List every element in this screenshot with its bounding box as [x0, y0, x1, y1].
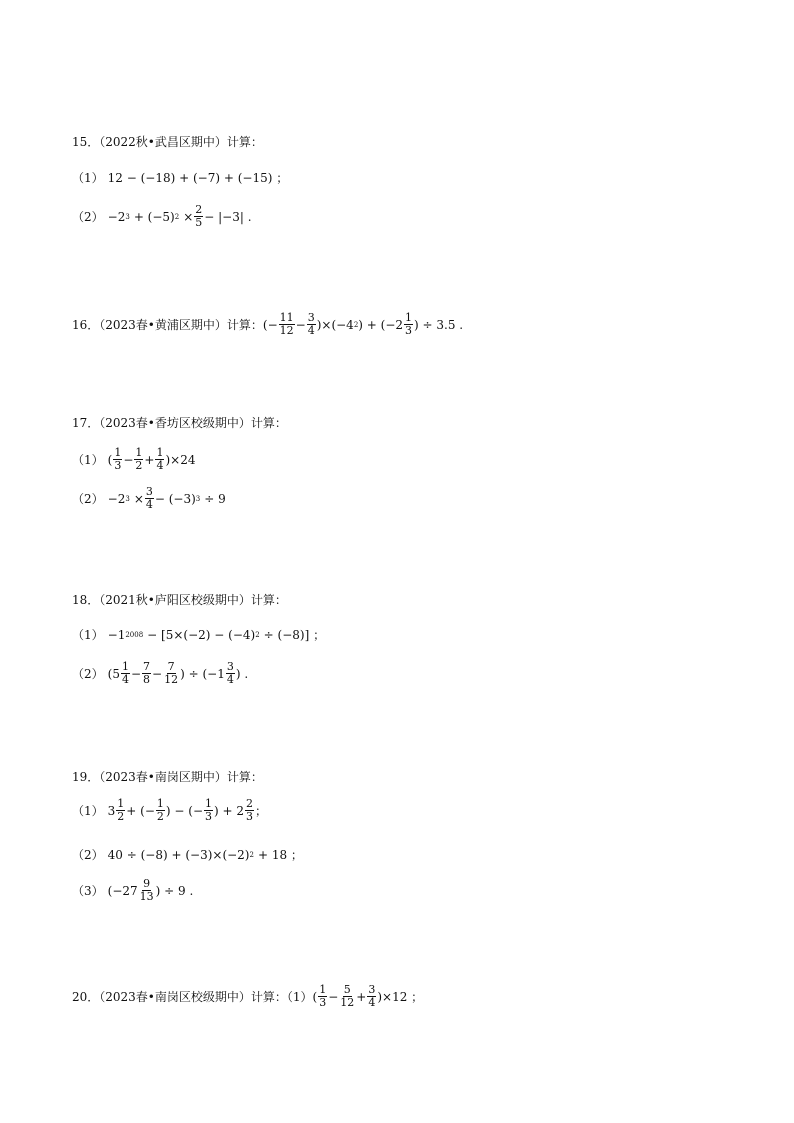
problem-19-title-text: 19．（2023春•南岗区期中）计算：	[72, 770, 263, 784]
fraction	[155, 447, 164, 472]
denominator: 12	[164, 673, 179, 686]
operator: ×	[133, 491, 144, 506]
expression: + 18 ；	[257, 848, 303, 862]
operator: −	[123, 452, 134, 467]
operator: −	[328, 989, 339, 1004]
numerator: 1	[121, 660, 129, 673]
fraction	[163, 661, 179, 686]
numerator: 3	[307, 311, 315, 324]
problem-19-part-1	[72, 798, 267, 823]
term: ÷ 9	[204, 491, 226, 506]
denominator: 3	[246, 810, 253, 823]
exponent: 3	[125, 494, 130, 503]
denominator: 12	[279, 324, 294, 337]
operator: −	[130, 666, 142, 681]
denominator: 3	[114, 459, 122, 472]
problem-20	[72, 984, 423, 1009]
numerator: 3	[145, 485, 153, 498]
numerator: 9	[143, 877, 151, 890]
term: −2	[107, 491, 126, 506]
exponent: 2	[353, 320, 359, 329]
denominator: 2	[156, 810, 164, 823]
fraction	[318, 984, 327, 1009]
denominator: 4	[368, 996, 376, 1009]
expression: 12 − (−18) + (−7) + (−15) ；	[107, 171, 289, 185]
term: ；	[255, 804, 268, 818]
problem-19-part-2	[72, 846, 303, 863]
term: −1	[107, 627, 126, 642]
numerator: 7	[167, 660, 175, 673]
fraction	[121, 661, 130, 686]
numerator: 2	[195, 203, 203, 216]
operator: −	[295, 317, 306, 332]
denominator: 8	[143, 673, 151, 686]
problem-17-title-text: 17．（2023春•香坊区校级期中）计算：	[72, 416, 287, 430]
fraction	[226, 661, 235, 686]
term: (	[312, 989, 318, 1004]
part-label: （3）	[72, 884, 104, 898]
fraction	[279, 312, 295, 337]
denominator: 2	[135, 459, 143, 472]
part-label: （2）	[72, 848, 104, 862]
numerator: 1	[205, 797, 212, 810]
numerator: 1	[156, 797, 164, 810]
exponent: 2	[255, 630, 260, 639]
fraction	[134, 447, 143, 472]
term: − (−3)	[154, 491, 196, 506]
term: (−	[262, 317, 278, 332]
term: )×24	[165, 452, 196, 467]
term: ) − (−	[165, 803, 203, 818]
problem-15-title	[72, 133, 263, 150]
problem-19-part-3	[72, 878, 193, 903]
problem-16-title-text: 16．（2023春•黄浦区期中）计算：	[72, 318, 263, 332]
term: − [5×(−2) − (−4)	[147, 627, 256, 642]
denominator: 4	[145, 498, 153, 511]
numerator: 5	[343, 983, 351, 996]
term: (5	[107, 666, 120, 681]
denominator: 4	[121, 673, 129, 686]
term: 3	[107, 803, 116, 818]
expression: 40 ÷ (−8) + (−3)×(−2)	[107, 847, 250, 862]
problem-18-title	[72, 591, 287, 608]
operator: ×	[183, 209, 194, 224]
fraction	[116, 798, 125, 823]
denominator: 3	[405, 324, 413, 337]
exponent: 2	[174, 212, 180, 221]
term: )×12 ；	[377, 990, 424, 1004]
exponent: 3	[125, 212, 130, 221]
fraction	[145, 486, 154, 511]
denominator: 4	[156, 459, 164, 472]
part-label: （1）	[72, 453, 104, 467]
denominator: 5	[195, 216, 203, 229]
part-label: （2）	[72, 210, 104, 224]
numerator: 1	[117, 797, 125, 810]
term: ) ÷ 3.5 .	[414, 317, 464, 332]
exponent: 2	[249, 850, 254, 859]
denominator: 3	[205, 810, 212, 823]
denominator: 4	[226, 673, 234, 686]
part-label: （2）	[72, 667, 104, 681]
denominator: 13	[139, 890, 154, 903]
numerator: 1	[156, 446, 164, 459]
fraction	[404, 312, 413, 337]
operator: +	[144, 452, 155, 467]
numerator: 7	[143, 660, 151, 673]
fraction	[307, 312, 316, 337]
problem-15-title-text: 15．（2022秋•武昌区期中）计算：	[72, 135, 263, 149]
term: ) + (−2	[358, 317, 404, 332]
fraction	[367, 984, 376, 1009]
problem-17-part-2	[72, 486, 226, 511]
problem-15-part-2	[72, 204, 252, 229]
fraction	[194, 204, 203, 229]
term: ) + 2	[214, 803, 244, 818]
operator: −	[152, 666, 163, 681]
numerator: 3	[368, 983, 376, 996]
fraction	[245, 798, 254, 823]
denominator: 12	[340, 996, 355, 1009]
term: ) .	[235, 666, 249, 681]
fraction	[204, 798, 213, 823]
term: (−27	[107, 883, 138, 898]
fraction	[156, 798, 165, 823]
denominator: 4	[307, 324, 315, 337]
term: (	[107, 452, 113, 467]
term: ) ÷ 9 .	[155, 883, 194, 898]
problem-18-title-text: 18．（2021秋•庐阳区校级期中）计算：	[72, 593, 287, 607]
fraction	[113, 447, 122, 472]
term: −2	[107, 209, 126, 224]
numerator: 11	[279, 311, 294, 324]
numerator: 1	[319, 983, 327, 996]
problem-16	[72, 312, 463, 337]
exponent: 2008	[125, 630, 144, 639]
fraction	[142, 661, 151, 686]
fraction	[139, 878, 155, 903]
problem-15-part-1	[72, 169, 288, 186]
numerator: 1	[135, 446, 143, 459]
problem-20-title-text: 20．（2023春•南岗区校级期中）计算：（1）	[72, 990, 313, 1004]
part-label: （1）	[72, 804, 104, 818]
part-label: （1）	[72, 171, 104, 185]
numerator: 2	[246, 797, 253, 810]
problem-17-title	[72, 414, 287, 431]
exponent: 3	[195, 494, 201, 503]
term: )×(−4	[316, 317, 354, 332]
part-label: （2）	[72, 492, 104, 506]
term: ) ÷ (−1	[180, 666, 225, 681]
term: + (−	[126, 803, 155, 818]
term: + (−5)	[133, 209, 175, 224]
denominator: 2	[117, 810, 125, 823]
term: − |−3| .	[204, 209, 252, 224]
numerator: 1	[405, 311, 413, 324]
fraction	[339, 984, 355, 1009]
term: ÷ (−8)] ；	[263, 628, 326, 642]
part-label: （1）	[72, 628, 104, 642]
problem-18-part-2	[72, 661, 248, 686]
numerator: 3	[226, 660, 234, 673]
problem-17-part-1	[72, 447, 195, 472]
problem-18-part-1	[72, 626, 325, 643]
problem-19-title	[72, 768, 263, 785]
numerator: 1	[114, 446, 122, 459]
operator: +	[356, 989, 367, 1004]
denominator: 3	[319, 996, 327, 1009]
